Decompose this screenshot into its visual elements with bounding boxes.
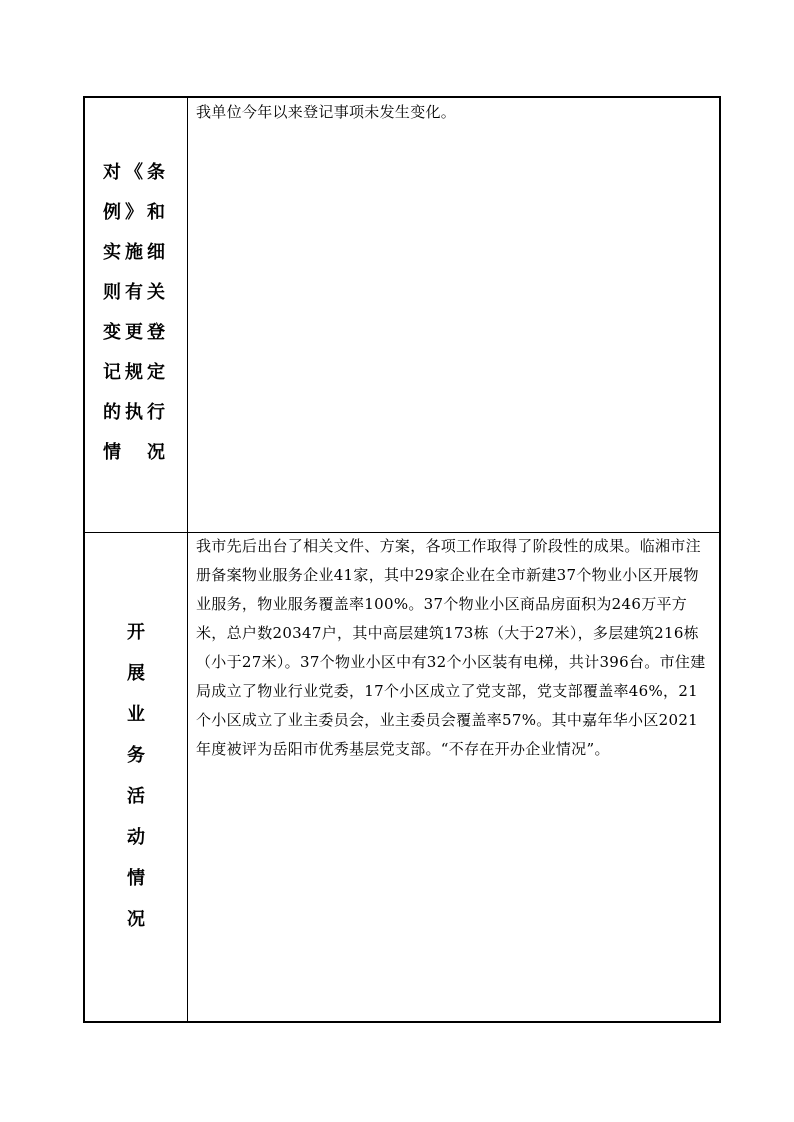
registration-changes-text: 我单位今年以来登记事项未发生变化。 — [196, 103, 457, 121]
label-line: 记规定 — [103, 362, 169, 383]
label-line: 变更登 — [103, 322, 169, 343]
label-char: 动 — [127, 827, 145, 848]
label-char: 展 — [127, 663, 145, 684]
row-label-registration-changes — [85, 98, 188, 532]
label-line: 情 况 — [103, 442, 169, 463]
label-char: 业 — [127, 704, 145, 725]
label-line: 例》和 — [103, 202, 169, 223]
label-char: 活 — [127, 786, 145, 807]
label-line: 的执行 — [103, 402, 169, 423]
report-table — [83, 96, 721, 1023]
row-label-business-activities — [85, 532, 188, 1021]
label-char: 务 — [127, 745, 145, 766]
label-line: 则有关 — [103, 282, 169, 303]
row-content-registration-changes — [188, 98, 719, 532]
label-char: 情 — [127, 868, 145, 889]
row-content-business-activities — [188, 532, 719, 1021]
table-row-registration-changes — [85, 98, 719, 533]
table-row-business-activities — [85, 532, 719, 1021]
label-char: 开 — [127, 622, 145, 643]
business-activities-text: 我市先后出台了相关文件、方案，各项工作取得了阶段性的成果。临湘市注册备案物业服务企业41家，其中29家企业在全市新建37个物业小区开展物业服务，物业服务覆盖率100%。37个物业小区商品房面积为246万平方米，总户数20347户，其中高层建筑173栋（大于27米），多层建筑216栋（小于27米）。37个物业小区中有32个小区装有电梯，共计396台。市住建局成立了物业行业党委，17个小区成立了党支部，党支部覆盖率46%，21个小区成立了业主委员会，业主委员会覆盖率57%。其中嘉年华小区2021年度被评为岳阳市优秀基层党支部。“不存在开办企业情况”。 — [196, 537, 706, 758]
label-line: 实施细 — [103, 242, 169, 263]
label-char: 况 — [127, 909, 145, 930]
label-line: 对《条 — [103, 162, 169, 183]
